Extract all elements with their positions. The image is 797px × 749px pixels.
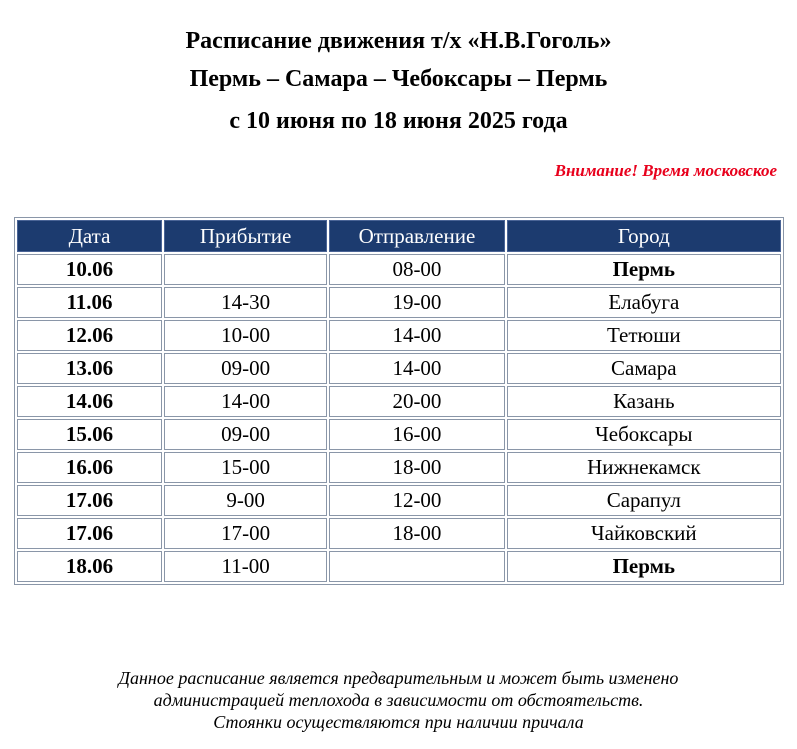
- timezone-warning: Внимание! Время московское: [554, 161, 777, 180]
- cell-date: 13.06: [17, 353, 162, 384]
- cell-date: 14.06: [17, 386, 162, 417]
- cell-city: Пермь: [507, 254, 781, 285]
- cell-departure: 12-00: [329, 485, 504, 516]
- column-header-departure: Отправление: [329, 220, 504, 252]
- cell-arrival: 09-00: [164, 353, 327, 384]
- table-row: [17, 551, 781, 582]
- column-header-date: Дата: [17, 220, 162, 252]
- cell-date: 10.06: [17, 254, 162, 285]
- cell-departure: 18-00: [329, 518, 504, 549]
- table-header-row: [17, 220, 781, 252]
- table-row: [17, 320, 781, 351]
- cell-arrival: 17-00: [164, 518, 327, 549]
- route-title: Пермь – Самара – Чебоксары – Пермь: [189, 66, 608, 92]
- footer-note-line-1: Данное расписание является предварительным и может быть изменено: [118, 668, 679, 688]
- cell-city: Пермь: [507, 551, 781, 582]
- schedule-title: Расписание движения т/х «Н.В.Гоголь»: [185, 28, 612, 54]
- cell-arrival: 15-00: [164, 452, 327, 483]
- cell-city: Нижнекамск: [507, 452, 781, 483]
- cell-arrival: 9-00: [164, 485, 327, 516]
- cell-arrival: 14-00: [164, 386, 327, 417]
- cell-departure: [329, 551, 504, 582]
- cell-date: 17.06: [17, 518, 162, 549]
- table-row: [17, 452, 781, 483]
- cell-city: Чайковский: [507, 518, 781, 549]
- column-header-city: Город: [507, 220, 781, 252]
- cell-city: Сарапул: [507, 485, 781, 516]
- cell-departure: 14-00: [329, 353, 504, 384]
- cell-departure: 08-00: [329, 254, 504, 285]
- table-row: [17, 287, 781, 318]
- cell-city: Тетюши: [507, 320, 781, 351]
- date-range-title: с 10 июня по 18 июня 2025 года: [229, 108, 568, 134]
- column-header-arrival: Прибытие: [164, 220, 327, 252]
- cell-date: 16.06: [17, 452, 162, 483]
- table-row: [17, 254, 781, 285]
- footer-note-line-3: Стоянки осуществляются при наличии причала: [213, 712, 584, 732]
- cell-arrival: [164, 254, 327, 285]
- table-row: [17, 485, 781, 516]
- cell-departure: 18-00: [329, 452, 504, 483]
- cell-arrival: 14-30: [164, 287, 327, 318]
- cell-city: Самара: [507, 353, 781, 384]
- table-row: [17, 353, 781, 384]
- table-row: [17, 386, 781, 417]
- cell-departure: 19-00: [329, 287, 504, 318]
- footer-note-line-2: администрацией теплохода в зависимости от обстоятельств.: [153, 690, 644, 710]
- cell-departure: 20-00: [329, 386, 504, 417]
- cell-date: 17.06: [17, 485, 162, 516]
- cell-arrival: 09-00: [164, 419, 327, 450]
- cell-date: 15.06: [17, 419, 162, 450]
- cell-departure: 16-00: [329, 419, 504, 450]
- cell-arrival: 11-00: [164, 551, 327, 582]
- cell-city: Елабуга: [507, 287, 781, 318]
- cell-departure: 14-00: [329, 320, 504, 351]
- cell-city: Чебоксары: [507, 419, 781, 450]
- cell-date: 12.06: [17, 320, 162, 351]
- cell-city: Казань: [507, 386, 781, 417]
- cell-date: 18.06: [17, 551, 162, 582]
- schedule-table: [14, 217, 784, 585]
- table-row: [17, 518, 781, 549]
- cell-date: 11.06: [17, 287, 162, 318]
- table-row: [17, 419, 781, 450]
- schedule-body: [17, 254, 781, 582]
- cell-arrival: 10-00: [164, 320, 327, 351]
